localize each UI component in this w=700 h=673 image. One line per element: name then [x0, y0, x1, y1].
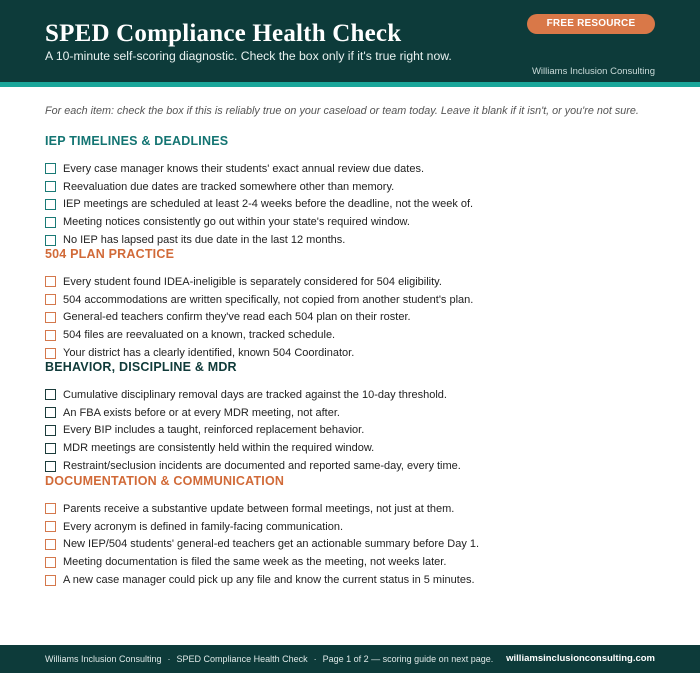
- section-title: DOCUMENTATION & COMMUNICATION: [45, 474, 285, 488]
- checklist-item: [45, 500, 479, 518]
- checkbox[interactable]: [45, 163, 56, 174]
- checkbox[interactable]: [45, 330, 56, 341]
- checklist-item: [45, 536, 479, 554]
- checklist-item-label: Meeting notices consistently go out within your state's required window.: [63, 216, 410, 229]
- checklist-item-label: 504 accommodations are written specifically, not copied from another student's plan.: [63, 293, 474, 306]
- checklist-item-label: MDR meetings are consistently held within the required window.: [63, 442, 375, 455]
- checklist: [45, 273, 473, 362]
- checklist: [45, 500, 479, 589]
- instructions-text: For each item: check the box if this is reliably true on your caseload or team today. Leave it blank if it isn't, or you're not sure.: [45, 105, 639, 117]
- footer-page-info: Page 1 of 2 — scoring guide on next page.: [322, 654, 494, 664]
- checklist-item-label: Restraint/seclusion incidents are documented and reported same-day, every time.: [63, 460, 461, 473]
- checklist-item-label: IEP meetings are scheduled at least 2-4 weeks before the deadline, not the week of.: [63, 198, 474, 211]
- checklist-item: [45, 571, 479, 589]
- checkbox[interactable]: [45, 557, 56, 568]
- checkbox[interactable]: [45, 521, 56, 532]
- checklist-item-label: General-ed teachers confirm they've read each 504 plan on their roster.: [63, 311, 411, 324]
- checklist-item: [45, 518, 479, 536]
- checklist-item-label: Every acronym is defined in family-facing communication.: [63, 520, 344, 533]
- checklist-item: [45, 422, 461, 440]
- checklist-item: [45, 196, 473, 214]
- footer-separator: ·: [167, 654, 171, 664]
- checklist-item-label: New IEP/504 students' general-ed teachers get an actionable summary before Day 1.: [63, 538, 480, 551]
- checklist-item: [45, 404, 461, 422]
- checklist-item: [45, 273, 473, 291]
- footer-info: [45, 645, 493, 673]
- checkbox[interactable]: [45, 407, 56, 418]
- checklist-item-label: Reevaluation due dates are tracked somewhere other than memory.: [63, 180, 395, 193]
- section-title: BEHAVIOR, DISCIPLINE & MDR: [45, 360, 237, 374]
- checklist-item-label: Every student found IDEA-ineligible is separately considered for 504 eligibility.: [63, 275, 442, 288]
- section-iep-timelines: [45, 132, 473, 249]
- checklist-item: [45, 291, 473, 309]
- checklist-item-label: No IEP has lapsed past its due date in the last 12 months.: [63, 234, 346, 247]
- checklist-item: [45, 160, 473, 178]
- header-accent-stripe: [0, 82, 700, 87]
- checkbox[interactable]: [45, 425, 56, 436]
- section-title: IEP TIMELINES & DEADLINES: [45, 134, 229, 148]
- footer-separator: ·: [313, 654, 317, 664]
- checkbox[interactable]: [45, 294, 56, 305]
- checklist-item: [45, 309, 473, 327]
- checkbox[interactable]: [45, 276, 56, 287]
- checklist-item: [45, 553, 479, 571]
- checkbox[interactable]: [45, 539, 56, 550]
- checklist-item-label: Parents receive a substantive update between formal meetings, not just at them.: [63, 502, 455, 515]
- checklist-item-label: Your district has a clearly identified, known 504 Coordinator.: [63, 347, 355, 360]
- section-behavior-mdr: [45, 358, 461, 475]
- checklist-item: [45, 178, 473, 196]
- footer-website-link[interactable]: williamsinclusionconsulting.com: [506, 653, 655, 664]
- checkbox[interactable]: [45, 181, 56, 192]
- checklist-item: [45, 213, 473, 231]
- checkbox[interactable]: [45, 235, 56, 246]
- checkbox[interactable]: [45, 575, 56, 586]
- brand-name: Williams Inclusion Consulting: [531, 66, 655, 77]
- header-banner: [0, 0, 700, 82]
- checklist: [45, 160, 473, 249]
- checkbox[interactable]: [45, 503, 56, 514]
- checkbox[interactable]: [45, 312, 56, 323]
- page-title: SPED Compliance Health Check: [45, 20, 402, 47]
- checkbox[interactable]: [45, 443, 56, 454]
- footer-org: Williams Inclusion Consulting: [45, 654, 162, 664]
- checklist-item-label: Meeting documentation is filed the same week as the meeting, not weeks later.: [63, 556, 447, 569]
- checkbox[interactable]: [45, 217, 56, 228]
- section-documentation: [45, 472, 479, 589]
- checkbox[interactable]: [45, 348, 56, 359]
- checklist-item: [45, 386, 461, 404]
- free-resource-badge: FREE RESOURCE: [527, 14, 655, 34]
- checkbox[interactable]: [45, 199, 56, 210]
- checklist: [45, 386, 461, 475]
- checkbox[interactable]: [45, 461, 56, 472]
- checkbox[interactable]: [45, 389, 56, 400]
- checklist-item-label: An FBA exists before or at every MDR meeting, not after.: [63, 406, 340, 419]
- checklist-item-label: A new case manager could pick up any file and know the current status in 5 minutes.: [63, 574, 475, 587]
- footer-doc-title: SPED Compliance Health Check: [176, 654, 308, 664]
- checklist-item-label: Every BIP includes a taught, reinforced replacement behavior.: [63, 424, 365, 437]
- section-title: 504 PLAN PRACTICE: [45, 247, 175, 261]
- section-504-plan: [45, 245, 473, 362]
- checklist-item: [45, 439, 461, 457]
- footer-bar: [0, 645, 700, 673]
- page-subtitle: A 10-minute self-scoring diagnostic. Check the box only if it's true right now.: [45, 49, 452, 63]
- checklist-item-label: Cumulative disciplinary removal days are tracked against the 10-day threshold.: [63, 388, 447, 401]
- checklist-item: [45, 326, 473, 344]
- checklist-item-label: 504 files are reevaluated on a known, tracked schedule.: [63, 329, 336, 342]
- checklist-item-label: Every case manager knows their students' exact annual review due dates.: [63, 162, 425, 175]
